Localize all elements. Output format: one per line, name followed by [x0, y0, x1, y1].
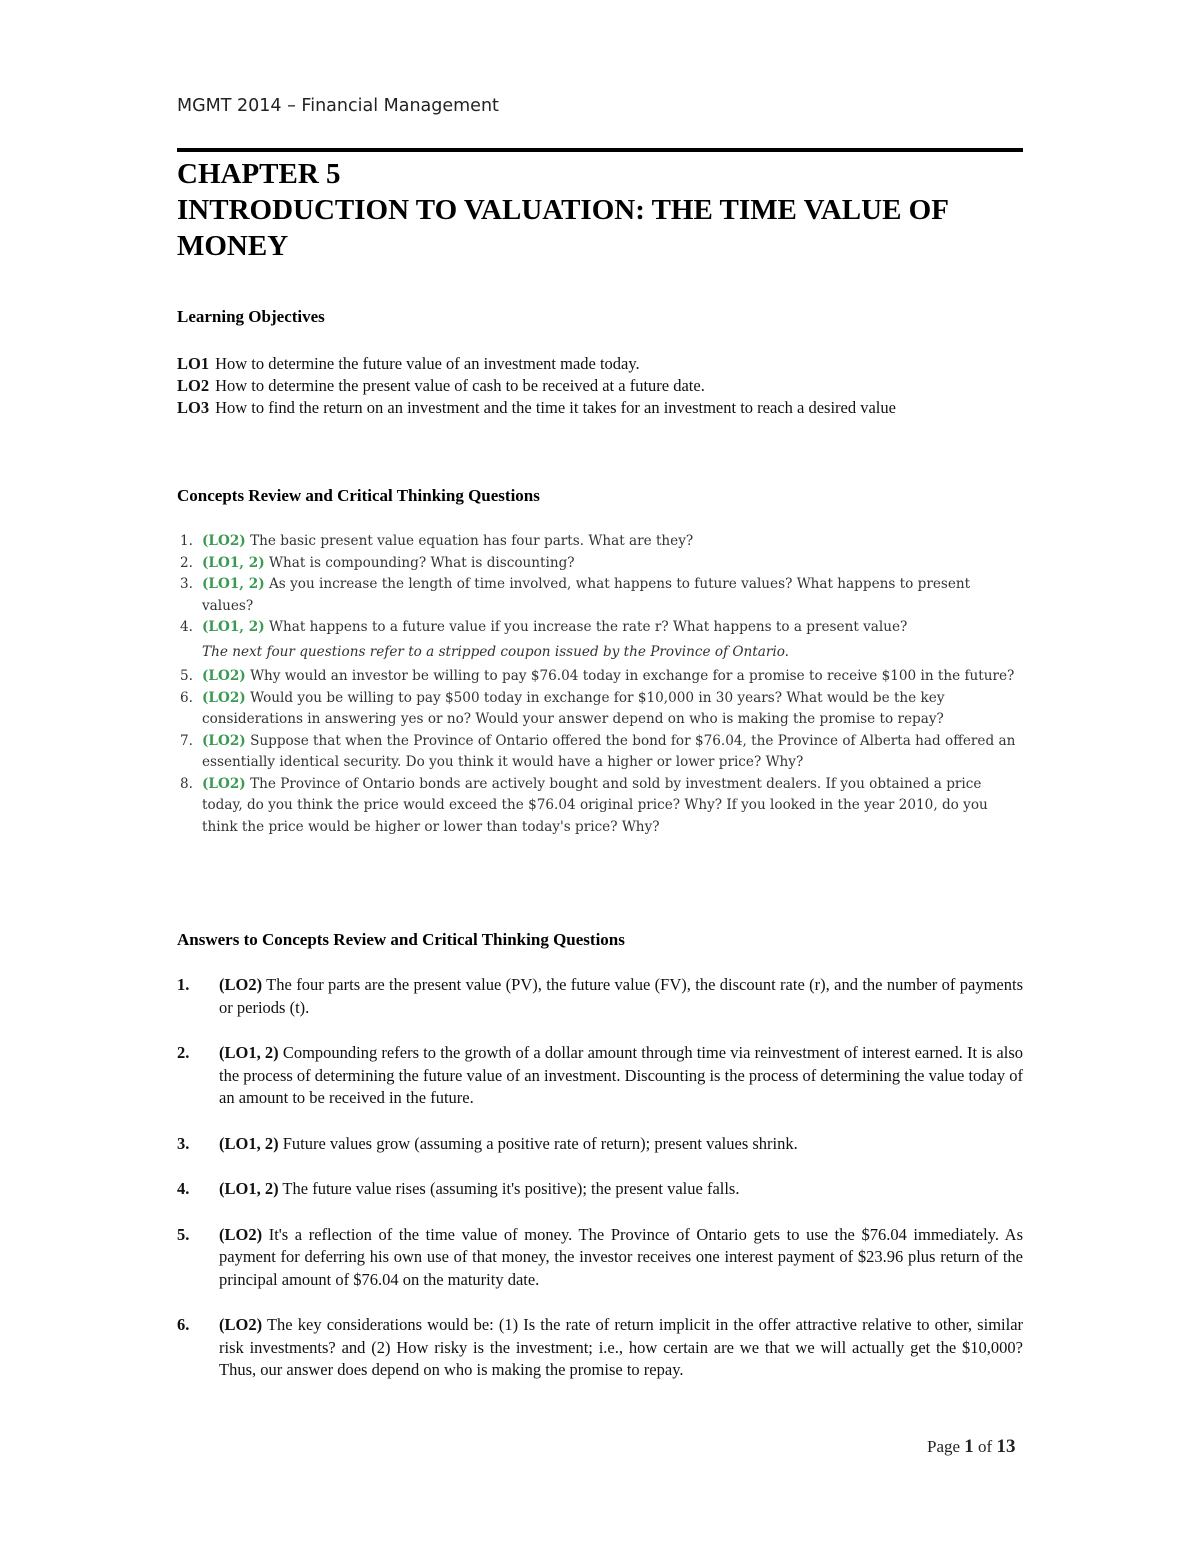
concepts-question-list [177, 531, 1023, 838]
answer-lo-tag: (LO2) [219, 1315, 263, 1334]
question-text: The Province of Ontario bonds are actively bought and sold by investment dealers. If you obtained a price today, do you think the price would exceed the $76.04 original price? Why? If you looked in the year 2010, do you think the price would be higher or lower than today's price? Why? [202, 775, 988, 835]
learning-objective [177, 397, 1023, 419]
chapter-title-line-1: INTRODUCTION TO VALUATION: THE TIME VALUE OF [177, 194, 949, 226]
question-item [177, 731, 1023, 774]
question-lo-tag: (LO2) [202, 533, 246, 549]
question-text: Would you be willing to pay $500 today in exchange for $10,000 in 30 years? What would be the key considerations in answering yes or no? Would your answer depend on who is making the promise to repay? [202, 689, 945, 727]
answer-lo-tag: (LO2) [219, 975, 263, 994]
question-number: 8. [180, 775, 193, 792]
answer-text: Compounding refers to the growth of a dollar amount through time via reinvestment of interest earned. It is also the process of determining the future value of an investment. Discounting is the process of determining the value today of an amount to be received in the future. [219, 1043, 1023, 1107]
question-number: 7. [180, 732, 193, 749]
objective-code: LO2 [177, 376, 210, 395]
answer-number: 1. [177, 975, 190, 994]
question-item [177, 774, 1023, 839]
answer-item [177, 1224, 1023, 1292]
answer-text: The four parts are the present value (PV), the future value (FV), the discount rate (r), and the number of payments or periods (t). [219, 975, 1023, 1017]
chapter-title [177, 156, 1037, 264]
learning-objectives-list [177, 353, 1023, 419]
answer-lo-tag: (LO1, 2) [219, 1043, 279, 1062]
answer-number: 5. [177, 1224, 190, 1244]
objective-text: How to determine the future value of an investment made today. [215, 354, 640, 373]
questions-note: The next four questions refer to a stripped coupon issued by the Province of Ontario. [202, 643, 789, 660]
question-lo-tag: (LO1, 2) [202, 576, 265, 592]
question-item [177, 617, 1023, 639]
answers-list [177, 974, 1023, 1405]
total-page-count: 13 [996, 1436, 1016, 1457]
answer-number: 3. [177, 1133, 190, 1153]
question-item [177, 574, 1023, 617]
answer-text: It's a reflection of the time value of money. The Province of Ontario gets to use the $76.04 immediately. As payment for deferring his own use of that money, the investor receives one interest payment of $23.96 plus return of the principal amount of $76.04 on the maturity date. [219, 1224, 1023, 1289]
question-lo-tag: (LO1, 2) [202, 619, 265, 635]
question-text: The basic present value equation has four parts. What are they? [250, 533, 694, 549]
answer-item [177, 1133, 1023, 1156]
question-lo-tag: (LO2) [202, 689, 246, 706]
answer-text: The future value rises (assuming it's positive); the present value falls. [282, 1179, 740, 1198]
concepts-heading: Concepts Review and Critical Thinking Questions [177, 486, 540, 505]
question-text: What is compounding? What is discounting? [268, 554, 575, 571]
question-item [177, 553, 1023, 575]
of-word: of [978, 1437, 993, 1456]
answer-text: The key considerations would be: (1) Is the rate of return implicit in the offer attractive relative to other, similar risk investments? and (2) How risky is the investment; i.e., how certain are we that we will actually get the $10,000? Thus, our answer does depend on who is making the promise to repay. [219, 1315, 1024, 1379]
question-lo-tag: (LO1, 2) [202, 554, 265, 571]
objective-text: How to find the return on an investment and the time it takes for an investment to reach a desired value [215, 398, 896, 417]
answer-item [177, 1314, 1023, 1382]
question-lo-tag: (LO2) [202, 775, 246, 792]
objective-code: LO1 [177, 354, 210, 373]
running-header: MGMT 2014 – Financial Management [177, 96, 499, 116]
question-text: As you increase the length of time involved, what happens to future values? What happens to present values? [202, 576, 971, 614]
answer-lo-tag: (LO2) [219, 1224, 263, 1244]
question-number: 4. [180, 619, 193, 635]
question-lo-tag: (LO2) [202, 668, 246, 684]
question-item [177, 531, 1023, 553]
question-number: 6. [180, 689, 193, 706]
objective-text: How to determine the present value of cash to be received at a future date. [215, 376, 705, 395]
current-page-number: 1 [964, 1436, 974, 1457]
question-text: Suppose that when the Province of Ontario offered the bond for $76.04, the Province of Alberta had offered an essentially identical security. Do you think it would have a higher or lower price? Why? [202, 732, 1016, 770]
answer-item [177, 1042, 1023, 1110]
learning-objective [177, 353, 1023, 375]
question-number: 2. [180, 554, 193, 571]
question-text: Why would an investor be willing to pay $76.04 today in exchange for a promise to receive $100 in the future? [250, 668, 1015, 684]
page-word: Page [927, 1437, 961, 1456]
question-item [177, 666, 1023, 688]
answer-text: Future values grow (assuming a positive rate of return); present values shrink. [282, 1133, 798, 1153]
answer-lo-tag: (LO1, 2) [219, 1133, 279, 1153]
question-text: What happens to a future value if you increase the rate r? What happens to a present value? [268, 619, 908, 635]
question-number: 3. [180, 576, 193, 592]
question-item [177, 688, 1023, 731]
learning-objectives-heading: Learning Objectives [177, 307, 325, 326]
header-rule [177, 148, 1023, 152]
answer-lo-tag: (LO1, 2) [219, 1179, 279, 1198]
learning-objective [177, 375, 1023, 397]
question-number: 1. [180, 533, 193, 549]
answers-heading: Answers to Concepts Review and Critical Thinking Questions [177, 930, 625, 949]
answer-number: 4. [177, 1179, 190, 1198]
question-lo-tag: (LO2) [202, 732, 246, 749]
answer-item [177, 974, 1023, 1019]
answer-number: 2. [177, 1043, 190, 1062]
chapter-number: CHAPTER 5 [177, 158, 341, 190]
objective-code: LO3 [177, 398, 210, 417]
page-number-footer [927, 1436, 1015, 1458]
question-number: 5. [180, 668, 193, 684]
answer-item [177, 1178, 1023, 1201]
answer-number: 6. [177, 1315, 190, 1334]
chapter-title-line-2: MONEY [177, 230, 289, 262]
